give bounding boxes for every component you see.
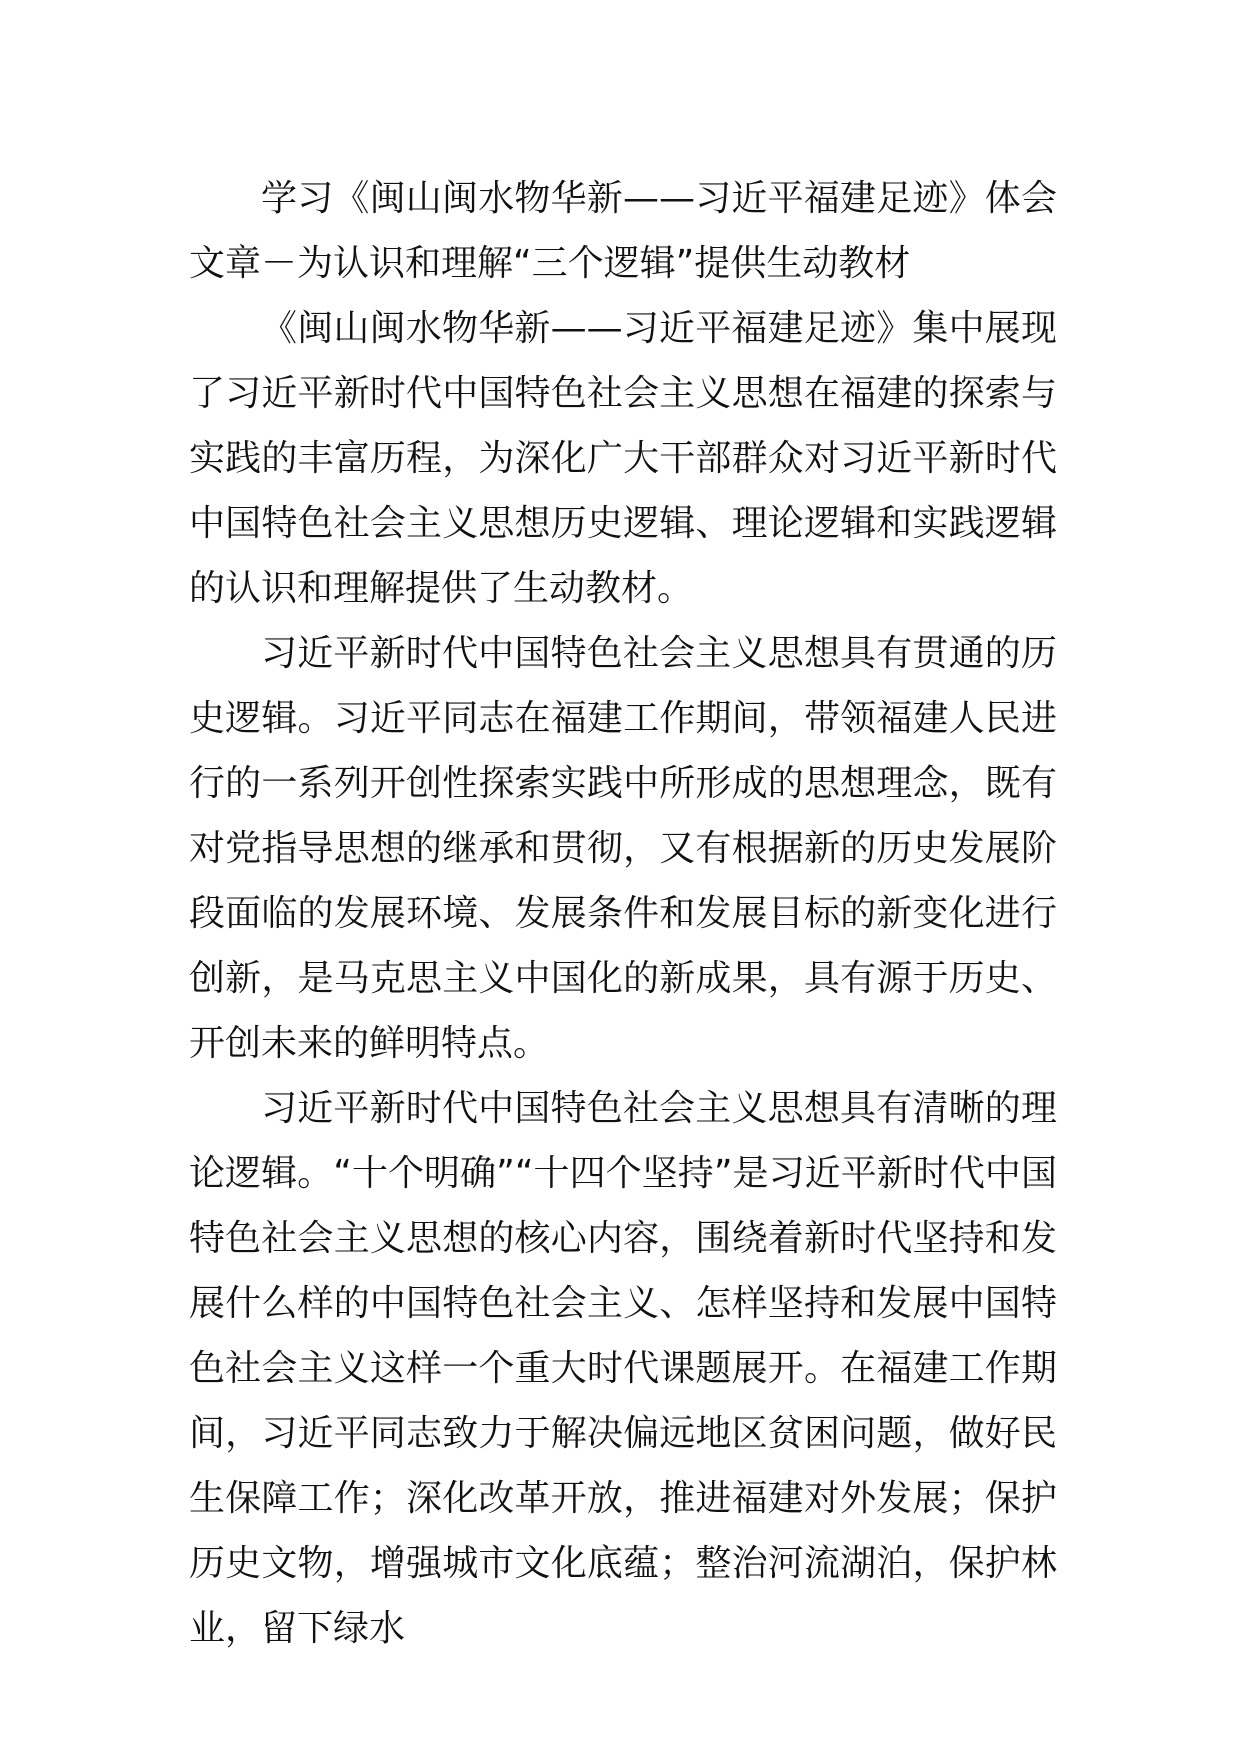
paragraph-intro: 《闽山闽水物华新——习近平福建足迹》集中展现了习近平新时代中国特色社会主义思想在福建的探索与实践的丰富历程，为深化广大干部群众对习近平新时代中国特色社会主义思想历史逻辑、理论逻辑和实践逻辑的认识和理解提供了生动教材。: [189, 308, 1057, 609]
paragraph-theoretical-logic: 习近平新时代中国特色社会主义思想具有清晰的理论逻辑。“十个明确”“十四个坚持”是习近平新时代中国特色社会主义思想的核心内容，围绕着新时代坚持和发展什么样的中国特色社会主义、怎样坚持和发展中国特色社会主义这样一个重大时代课题展开。在福建工作期间，习近平同志致力于解决偏远地区贫困问题，做好民生保障工作；深化改革开放，推进福建对外发展；保护历史文物，增强城市文化底蕴；整治河流湖泊，保护林业，留下绿水: [189, 1088, 1057, 1649]
document-title: 学习《闽山闽水物华新——习近平福建足迹》体会文章－为认识和理解“三个逻辑”提供生动教材: [189, 178, 1057, 284]
paragraph-historical-logic: 习近平新时代中国特色社会主义思想具有贯通的历史逻辑。习近平同志在福建工作期间，带领福建人民进行的一系列开创性探索实践中所形成的思想理念，既有对党指导思想的继承和贯彻，又有根据新的历史发展阶段面临的发展环境、发展条件和发展目标的新变化进行创新，是马克思主义中国化的新成果，具有源于历史、开创未来的鲜明特点。: [189, 633, 1057, 1064]
document-page: [189, 166, 1057, 1661]
